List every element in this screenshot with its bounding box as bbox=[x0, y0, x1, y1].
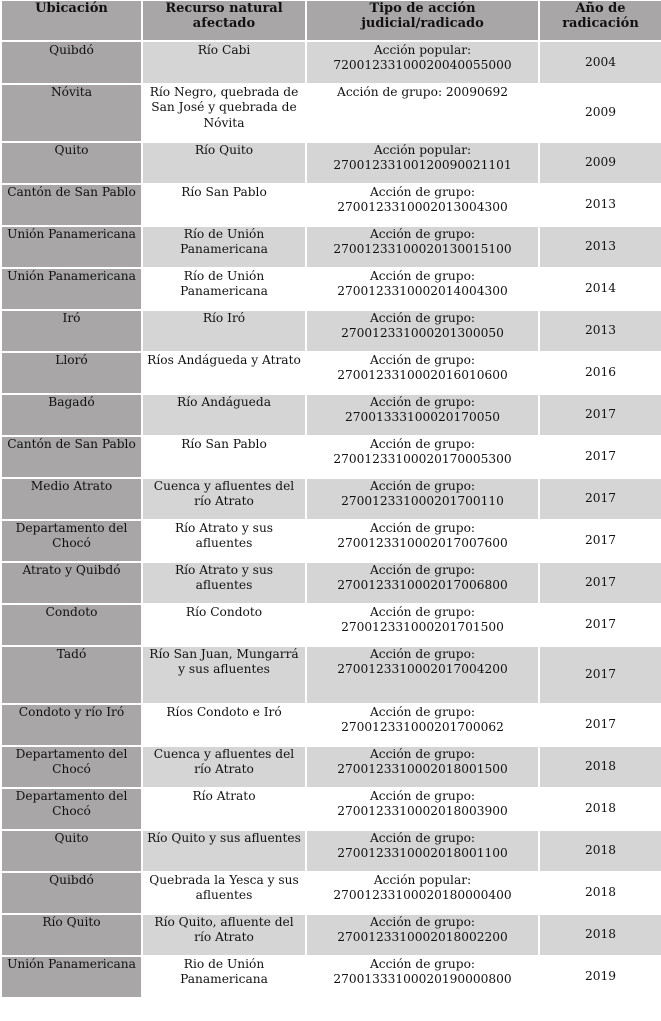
year-cell: 2013 bbox=[540, 185, 661, 225]
table-row bbox=[2, 747, 661, 787]
year-cell: 2017 bbox=[540, 647, 661, 703]
year-cell: 2014 bbox=[540, 269, 661, 309]
table-body bbox=[2, 42, 661, 997]
year-cell: 2017 bbox=[540, 479, 661, 519]
action-cell: Acción de grupo: 2700123310002016010600 bbox=[307, 353, 538, 393]
table-row bbox=[2, 437, 661, 477]
location-cell: Quibdó bbox=[2, 42, 141, 83]
action-cell: Acción de grupo: 270012331000201300050 bbox=[307, 311, 538, 351]
header-location: Ubicación bbox=[2, 1, 141, 40]
action-cell: Acción de grupo: 270012331000201700110 bbox=[307, 479, 538, 519]
action-cell: Acción de grupo: 2700123310002017006800 bbox=[307, 563, 538, 603]
year-cell: 2019 bbox=[540, 957, 661, 997]
table-row bbox=[2, 143, 661, 183]
table-row bbox=[2, 85, 661, 141]
table-row bbox=[2, 227, 661, 267]
resource-cell: Río Atrato y sus afluentes bbox=[143, 521, 305, 561]
location-cell: Departamento del Chocó bbox=[2, 789, 141, 829]
resource-cell: Cuenca y afluentes del río Atrato bbox=[143, 747, 305, 787]
location-cell: Unión Panamericana bbox=[2, 269, 141, 309]
location-cell: Condoto y río Iró bbox=[2, 705, 141, 745]
year-cell: 2009 bbox=[540, 143, 661, 183]
table-row bbox=[2, 915, 661, 955]
location-cell: Lloró bbox=[2, 353, 141, 393]
location-cell: Medio Atrato bbox=[2, 479, 141, 519]
location-cell: Río Quito bbox=[2, 915, 141, 955]
table-row bbox=[2, 605, 661, 645]
location-cell: Departamento del Chocó bbox=[2, 521, 141, 561]
location-cell: Quito bbox=[2, 143, 141, 183]
action-cell: Acción de grupo: 2700123310002014004300 bbox=[307, 269, 538, 309]
table-row bbox=[2, 873, 661, 913]
resource-cell: Quebrada la Yesca y sus afluentes bbox=[143, 873, 305, 913]
location-cell: Tadó bbox=[2, 647, 141, 703]
resource-cell: Ríos Andágueda y Atrato bbox=[143, 353, 305, 393]
resource-cell: Río Atrato y sus afluentes bbox=[143, 563, 305, 603]
action-cell: Acción de grupo: 2700123310002018001500 bbox=[307, 747, 538, 787]
year-cell: 2017 bbox=[540, 563, 661, 603]
year-cell: 2009 bbox=[540, 85, 661, 141]
header-action: Tipo de acción judicial/radicado bbox=[307, 1, 538, 40]
action-cell: Acción de grupo: 2700123310002018001100 bbox=[307, 831, 538, 871]
location-cell: Unión Panamericana bbox=[2, 957, 141, 997]
resource-cell: Río de Unión Panamericana bbox=[143, 227, 305, 267]
location-cell: Departamento del Chocó bbox=[2, 747, 141, 787]
year-cell: 2018 bbox=[540, 747, 661, 787]
action-cell: Acción de grupo: 270012331000201700062 bbox=[307, 705, 538, 745]
action-cell: Acción de grupo: 27001233100020130015100 bbox=[307, 227, 538, 267]
year-cell: 2017 bbox=[540, 437, 661, 477]
action-cell: Acción popular: 72001233100020040055000 bbox=[307, 42, 538, 83]
table-row bbox=[2, 563, 661, 603]
table-row bbox=[2, 647, 661, 703]
table-row bbox=[2, 395, 661, 435]
table-row bbox=[2, 521, 661, 561]
resource-cell: Río Quito, afluente del río Atrato bbox=[143, 915, 305, 955]
year-cell: 2004 bbox=[540, 42, 661, 83]
resource-cell: Rio de Unión Panamericana bbox=[143, 957, 305, 997]
resource-cell: Río Condoto bbox=[143, 605, 305, 645]
table-row bbox=[2, 831, 661, 871]
location-cell: Unión Panamericana bbox=[2, 227, 141, 267]
resource-cell: Río Quito bbox=[143, 143, 305, 183]
action-cell: Acción de grupo: 270012331000201701500 bbox=[307, 605, 538, 645]
year-cell: 2017 bbox=[540, 705, 661, 745]
action-cell: Acción de grupo: 27001333100020170050 bbox=[307, 395, 538, 435]
resource-cell: Río San Juan, Mungarrá y sus afluentes bbox=[143, 647, 305, 703]
table-row bbox=[2, 311, 661, 351]
resource-cell: Río Andágueda bbox=[143, 395, 305, 435]
year-cell: 2018 bbox=[540, 789, 661, 829]
resource-cell: Río San Pablo bbox=[143, 185, 305, 225]
location-cell: Nóvita bbox=[2, 85, 141, 141]
header-resource: Recurso natural afectado bbox=[143, 1, 305, 40]
location-cell: Atrato y Quibdó bbox=[2, 563, 141, 603]
table-row bbox=[2, 789, 661, 829]
table-row bbox=[2, 957, 661, 997]
action-cell: Acción popular: 27001233100120090021101 bbox=[307, 143, 538, 183]
table-row bbox=[2, 479, 661, 519]
resource-cell: Río Iró bbox=[143, 311, 305, 351]
table-row bbox=[2, 42, 661, 83]
resource-cell: Ríos Condoto e Iró bbox=[143, 705, 305, 745]
location-cell: Quito bbox=[2, 831, 141, 871]
year-cell: 2018 bbox=[540, 915, 661, 955]
action-cell: Acción de grupo: 2700123310002018002200 bbox=[307, 915, 538, 955]
location-cell: Bagadó bbox=[2, 395, 141, 435]
year-cell: 2017 bbox=[540, 395, 661, 435]
resource-cell: Cuenca y afluentes del río Atrato bbox=[143, 479, 305, 519]
resource-cell: Río Quito y sus afluentes bbox=[143, 831, 305, 871]
year-cell: 2017 bbox=[540, 605, 661, 645]
year-cell: 2013 bbox=[540, 227, 661, 267]
action-cell: Acción de grupo: 2700123310002018003900 bbox=[307, 789, 538, 829]
table-row bbox=[2, 353, 661, 393]
location-cell: Cantón de San Pablo bbox=[2, 437, 141, 477]
location-cell: Condoto bbox=[2, 605, 141, 645]
year-cell: 2013 bbox=[540, 311, 661, 351]
year-cell: 2018 bbox=[540, 831, 661, 871]
table-row bbox=[2, 185, 661, 225]
action-cell: Acción de grupo: 20090692 bbox=[307, 85, 538, 141]
header-year: Año de radicación bbox=[540, 1, 661, 40]
location-cell: Cantón de San Pablo bbox=[2, 185, 141, 225]
table-row bbox=[2, 705, 661, 745]
action-cell: Acción de grupo: 27001233100020170005300 bbox=[307, 437, 538, 477]
year-cell: 2018 bbox=[540, 873, 661, 913]
year-cell: 2017 bbox=[540, 521, 661, 561]
year-cell: 2016 bbox=[540, 353, 661, 393]
header-row bbox=[2, 1, 661, 40]
resource-cell: Río San Pablo bbox=[143, 437, 305, 477]
table-row bbox=[2, 269, 661, 309]
resource-cell: Río Negro, quebrada de San José y quebrada de Nóvita bbox=[143, 85, 305, 141]
action-cell: Acción de grupo: 27001333100020190000800 bbox=[307, 957, 538, 997]
action-cell: Acción de grupo: 2700123310002017007600 bbox=[307, 521, 538, 561]
resource-cell: Río de Unión Panamericana bbox=[143, 269, 305, 309]
location-cell: Quibdó bbox=[2, 873, 141, 913]
resource-cell: Río Cabi bbox=[143, 42, 305, 83]
action-cell: Acción de grupo: 2700123310002013004300 bbox=[307, 185, 538, 225]
action-cell: Acción de grupo: 2700123310002017004200 bbox=[307, 647, 538, 703]
action-cell: Acción popular: 27001233100020180000400 bbox=[307, 873, 538, 913]
resource-cell: Río Atrato bbox=[143, 789, 305, 829]
location-cell: Iró bbox=[2, 311, 141, 351]
